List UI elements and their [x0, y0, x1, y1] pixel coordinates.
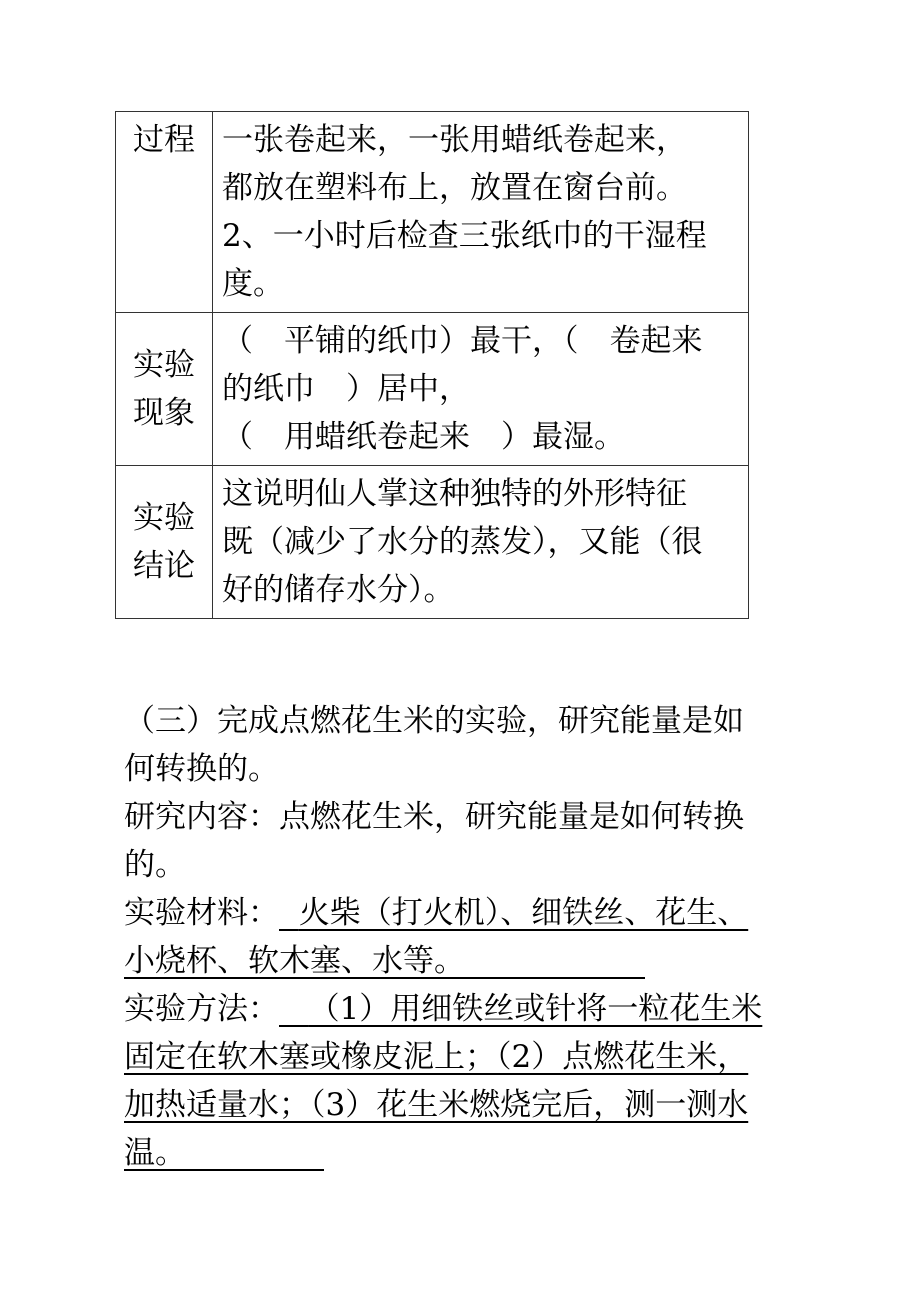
- method-line: [124, 1081, 814, 1129]
- method-text: 温。: [124, 1135, 186, 1171]
- cell-line: 这说明仙人掌这种独特的外形特征: [222, 476, 687, 512]
- cell-line: 2、一小时后检查三张纸巾的干湿程: [222, 218, 707, 254]
- label-line: 现象: [133, 395, 195, 431]
- table-row-conclusion: [116, 466, 749, 619]
- section-heading-line: 何转换的。: [124, 751, 279, 787]
- label-line: 实验: [133, 500, 195, 536]
- method-text: （1）用细铁丝或针将一粒花生米: [308, 991, 763, 1027]
- label-line: 过程: [133, 122, 195, 158]
- experiment-table: [115, 111, 749, 619]
- materials-text: 小烧杯、软木塞、水等。: [124, 943, 465, 979]
- section-three: [124, 697, 814, 1177]
- table-row-phenomenon: [116, 313, 749, 466]
- materials-label: 实验材料：: [124, 895, 279, 931]
- cell-line: （ 用蜡纸卷起来 ）最湿。: [222, 419, 625, 455]
- label-line: 结论: [133, 548, 195, 584]
- materials-line: [124, 889, 814, 937]
- section-heading-line: （三）完成点燃花生米的实验，研究能量是如: [124, 703, 744, 739]
- method-label: 实验方法：: [124, 991, 279, 1027]
- method-line: [124, 985, 814, 1033]
- row-label-conclusion: [116, 466, 213, 619]
- table-row-process: [116, 112, 749, 313]
- row-content-conclusion: [213, 466, 749, 619]
- materials-line: [124, 937, 814, 985]
- method-line: [124, 1033, 814, 1081]
- blank-underline: [465, 937, 645, 979]
- method-text: 固定在软木塞或橡皮泥上；（2）点燃花生米，: [124, 1039, 749, 1075]
- row-content-process: [213, 112, 749, 313]
- cell-line: 一张卷起来，一张用蜡纸卷起来，: [222, 122, 687, 158]
- method-answer: [279, 991, 762, 1027]
- blank-underline: [186, 1129, 324, 1171]
- cell-line: 的纸巾 ）居中，: [222, 371, 470, 407]
- method-line: [124, 1129, 814, 1177]
- materials-text: 火柴（打火机）、细铁丝、花生、: [298, 895, 749, 931]
- cell-line: 既（减少了水分的蒸发），又能（很: [222, 524, 703, 560]
- row-label-process: [116, 112, 213, 313]
- research-content-line: 的。: [124, 847, 186, 883]
- materials-answer: [279, 895, 748, 931]
- research-content-line: 研究内容：点燃花生米，研究能量是如何转换: [124, 799, 744, 835]
- cell-line: 都放在塑料布上，放置在窗台前。: [222, 170, 687, 206]
- cell-line: 好的储存水分）。: [222, 572, 455, 608]
- row-label-phenomenon: [116, 313, 213, 466]
- label-line: 实验: [133, 347, 195, 383]
- cell-line: （ 平铺的纸巾）最干，（ 卷起来: [222, 323, 703, 359]
- cell-line: 度。: [222, 266, 284, 302]
- row-content-phenomenon: [213, 313, 749, 466]
- method-text: 加热适量水；（3）花生米燃烧完后，测一测水: [124, 1087, 749, 1123]
